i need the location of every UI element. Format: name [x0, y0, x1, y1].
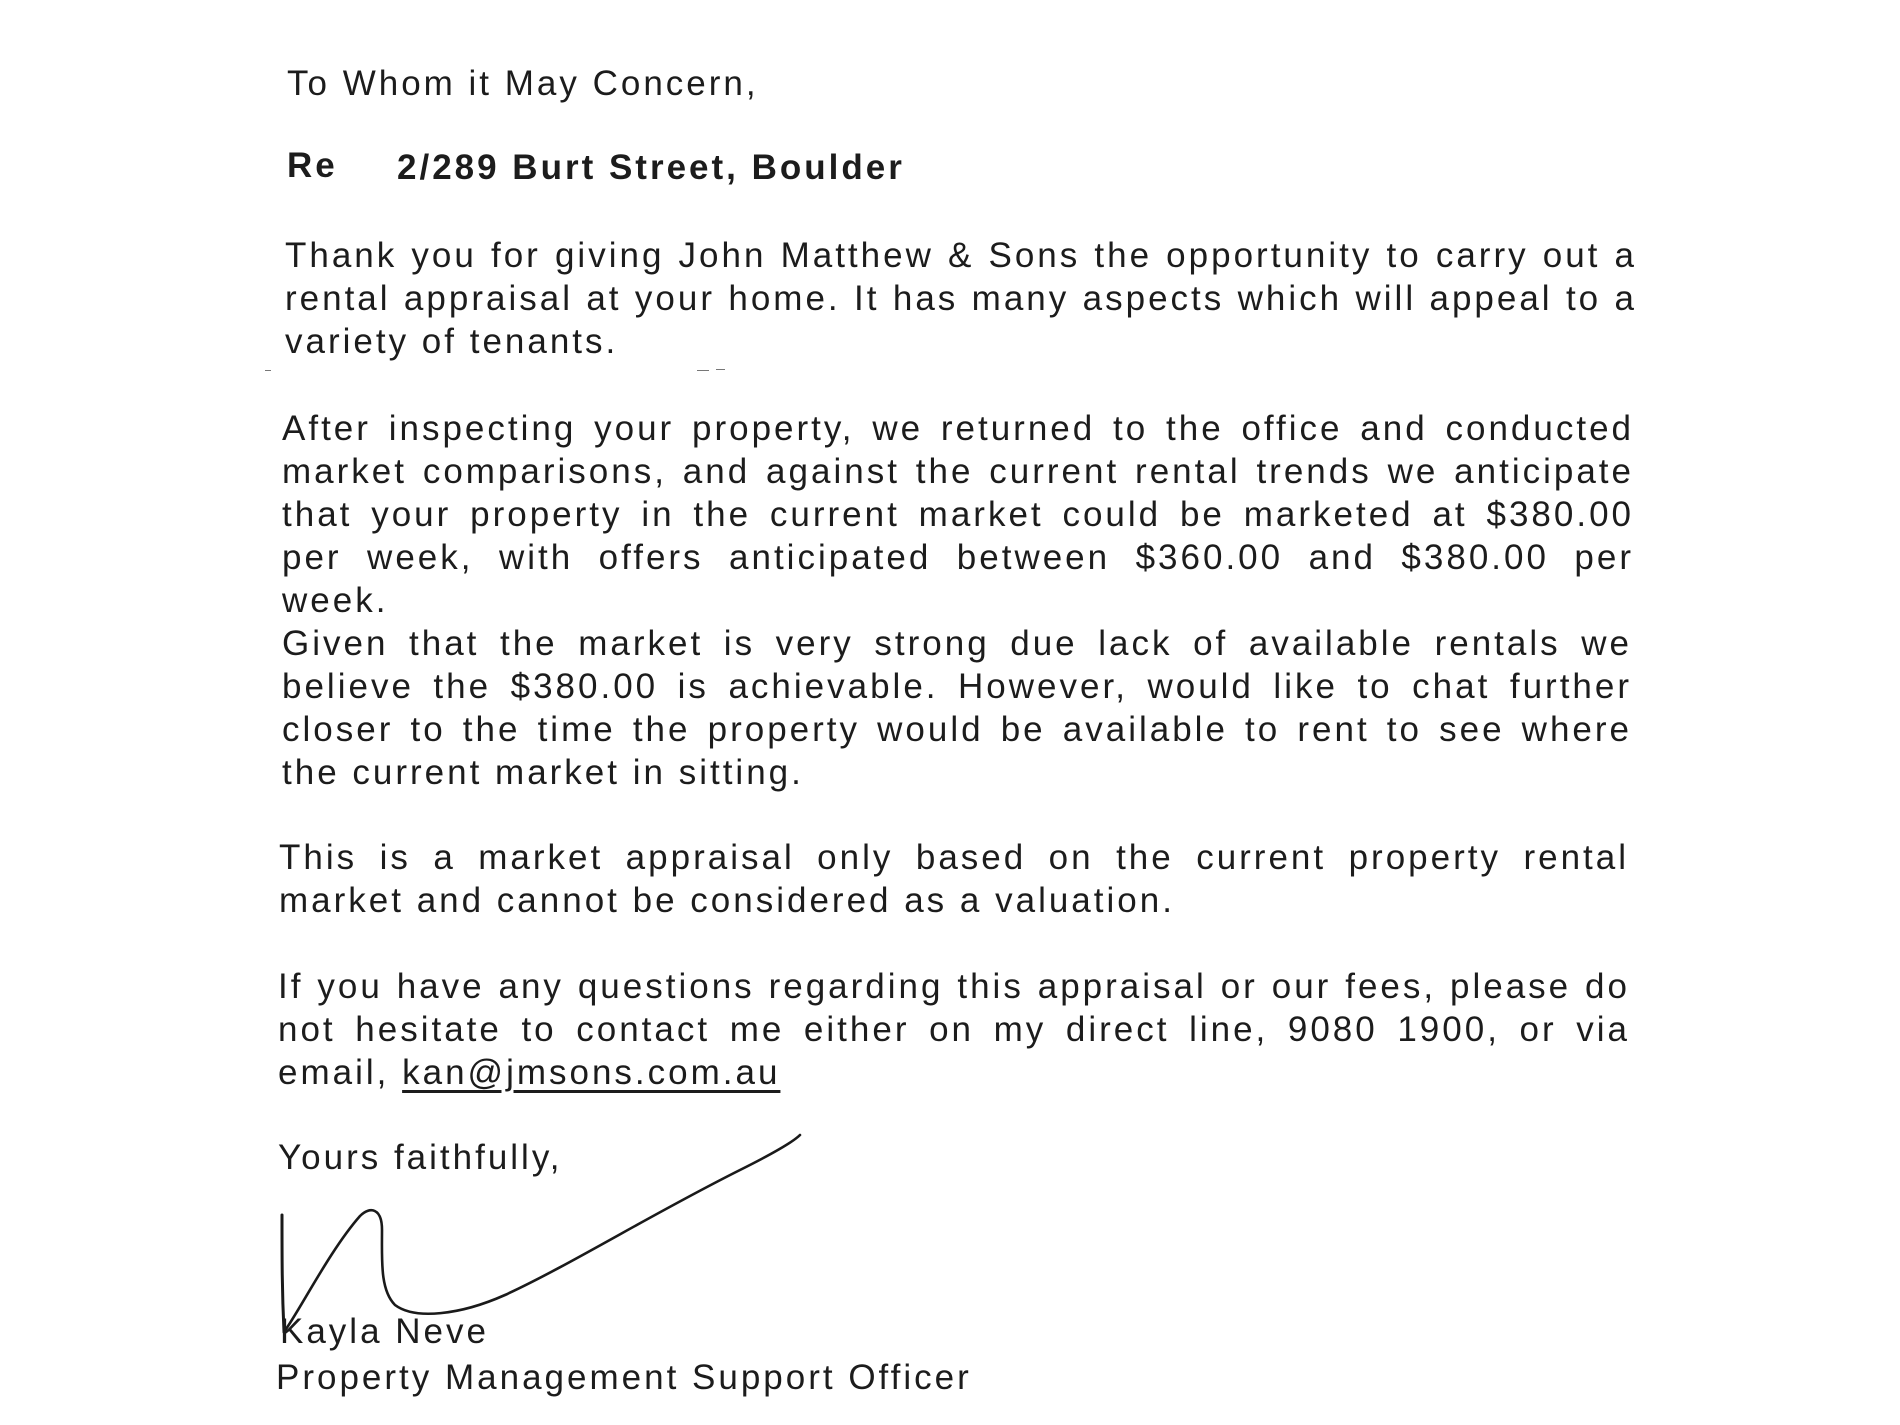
paragraph-appraisal: After inspecting your property, we returned to the office and conducted market comparisons, and against the current rental trends we anticipate that your property in the current market could be marketed at $380.00 per week, with offers anticipated between $360.00 and $380.00 per week. [282, 409, 1634, 620]
scan-mark [716, 369, 725, 370]
paragraph-disclaimer: This is a market appraisal only based on the current property rental market and cannot be considered as a valuation. [279, 838, 1629, 920]
re-address: 2/289 Burt Street, Boulder [397, 148, 905, 187]
salutation: To Whom it May Concern, [287, 64, 759, 103]
contact-text: If you have any questions regarding this appraisal or our fees, please do not hesitate to contact me either on my direct line, 9080 1900, or via email, [278, 967, 1630, 1092]
scan-mark [265, 370, 271, 371]
paragraph-market: Given that the market is very strong due lack of available rentals we believe the $380.00 is achievable. However, would like to chat further closer to the time the property would be available to rent to see where the current market in sitting. [282, 624, 1632, 792]
signer-name: Kayla Neve [280, 1312, 489, 1351]
paragraph-intro: Thank you for giving John Matthew & Sons the opportunity to carry out a rental appraisal at your home. It has many aspects which will appeal to a variety of tenants. [285, 236, 1637, 361]
closing: Yours faithfully, [278, 1138, 563, 1177]
signer-title: Property Management Support Officer [276, 1358, 972, 1397]
email-link[interactable]: kan@jmsons.com.au [402, 1053, 781, 1092]
re-label: Re [287, 146, 338, 185]
paragraph-contact [278, 965, 1630, 1094]
scan-mark [697, 370, 709, 371]
